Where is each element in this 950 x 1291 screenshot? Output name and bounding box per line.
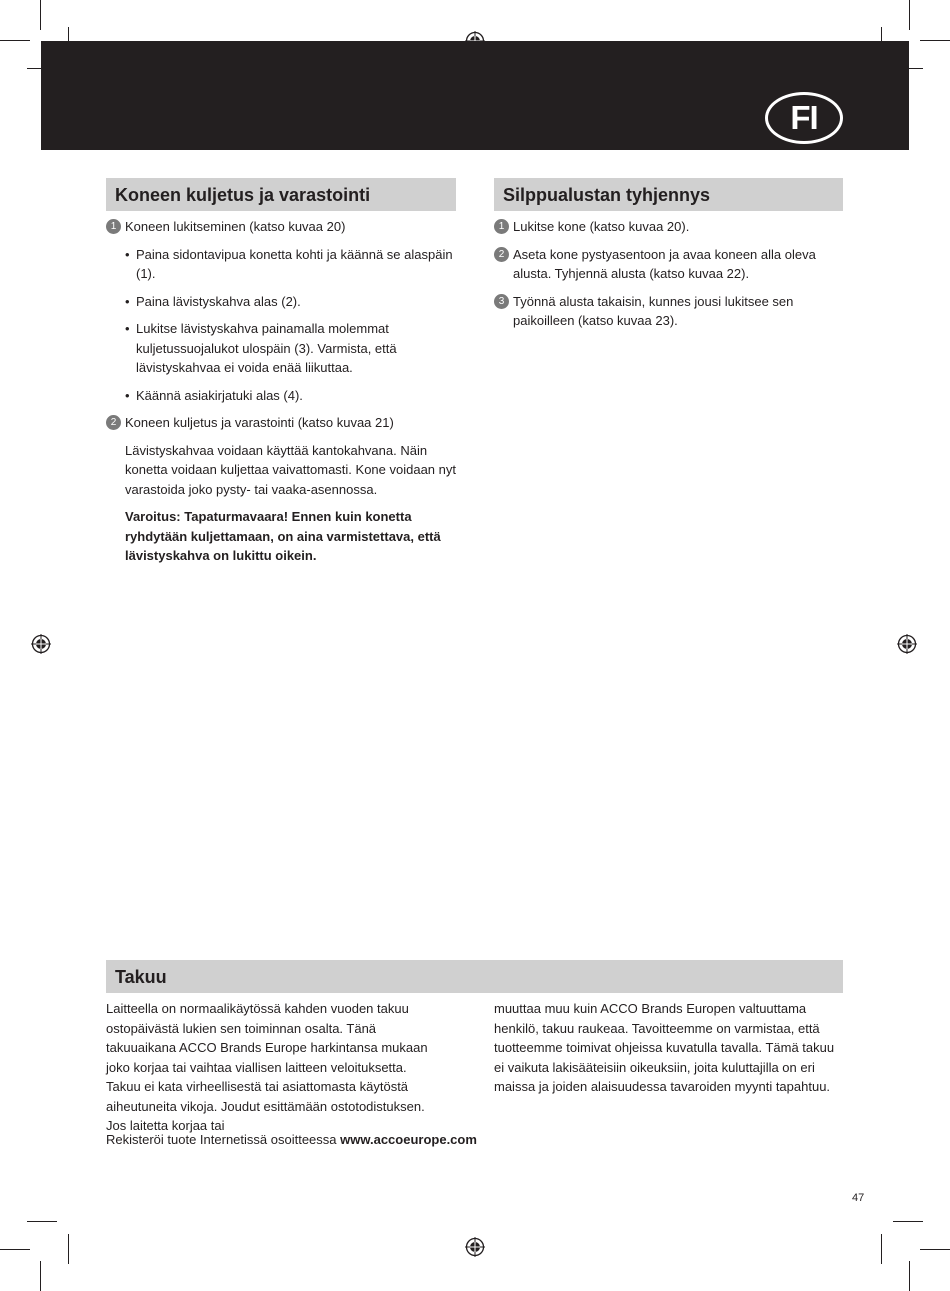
warranty-text-left: Laitteella on normaalikäytössä kahden vuoden takuu ostopäivästä lukien sen toiminnan osalta. Tänä takuuaikana ACCO Brands Europe harkintansa mukaan joko korjaa tai vaihtaa viallisen laitteen veloituksetta. Takuu ei kata virheellisestä tai asiattomasta käytöstä aiheutuneita vikoja. Joudut esittämään ostotodistuksen. Jos laitetta korjaa tai <box>106 1001 428 1133</box>
bullet-item <box>106 292 456 312</box>
step-item <box>106 217 456 237</box>
register-link[interactable]: www.accoeurope.com <box>340 1132 477 1147</box>
section-title-transport: Koneen kuljetus ja varastointi <box>106 178 456 211</box>
step-text: Koneen kuljetus ja varastointi (katso kuvaa 21) <box>125 415 394 430</box>
bullet-item <box>106 386 456 406</box>
crop-mark <box>909 0 910 30</box>
section-title-emptying: Silppualustan tyhjennys <box>494 178 843 211</box>
crop-mark <box>68 1234 69 1264</box>
crop-mark <box>920 1249 950 1250</box>
bullet-text: Paina lävistyskahva alas (2). <box>136 293 301 309</box>
page-number: 47 <box>852 1192 865 1204</box>
section-title-warranty: Takuu <box>106 960 843 993</box>
step-item <box>494 245 843 284</box>
bullet-text: Käännä asiakirjatuki alas (4). <box>136 387 303 403</box>
transport-column <box>106 217 456 574</box>
bullet-dot-icon: • <box>125 246 130 262</box>
crop-mark <box>0 1249 30 1250</box>
crop-mark <box>893 1221 923 1222</box>
step-number-badge: 2 <box>106 415 121 430</box>
crop-mark <box>0 40 30 41</box>
bullet-dot-icon: • <box>125 293 130 309</box>
step-item <box>494 217 843 237</box>
crop-mark <box>881 1234 882 1264</box>
step-text: Aseta kone pystyasentoon ja avaa koneen alla oleva alusta. Tyhjennä alusta (katso kuvaa 22). <box>513 246 816 281</box>
bullet-text: Lukitse lävistyskahva painamalla molemmat kuljetussuojalukot ulospäin (3). Varmista, että lävistyskahvaa ei voida enää liikuttaa. <box>136 321 397 375</box>
step-number-badge: 2 <box>494 247 509 262</box>
step-text: Koneen lukitseminen (katso kuvaa 20) <box>125 219 346 234</box>
crop-mark <box>27 1221 57 1222</box>
step-number-badge: 1 <box>494 219 509 234</box>
crop-mark <box>40 1261 41 1291</box>
register-line <box>106 1130 606 1150</box>
warning-text: Varoitus: Tapaturmavaara! Ennen kuin konetta ryhdytään kuljettamaan, on aina varmistettava, että lävistyskahva on lukittu oikein. <box>125 509 441 563</box>
bullet-text: Paina sidontavipua konetta kohti ja käännä se alaspäin (1). <box>136 246 453 281</box>
emptying-column <box>494 217 843 339</box>
crop-mark <box>909 1261 910 1291</box>
step-number-badge: 1 <box>106 219 121 234</box>
step-paragraph: Lävistyskahvaa voidaan käyttää kantokahvana. Näin konetta voidaan kuljettaa vaivattomasti. Kone voidaan nyt varastoida joko pysty- tai vaaka-asennossa. <box>125 442 456 497</box>
step-text: Työnnä alusta takaisin, kunnes jousi lukitsee sen paikoilleen (katso kuvaa 23). <box>513 293 794 328</box>
bullet-item <box>106 245 456 284</box>
bullet-dot-icon: • <box>125 321 130 336</box>
crop-mark <box>920 40 950 41</box>
warranty-text-right: muuttaa muu kuin ACCO Brands Europen valtuuttama henkilö, takuu raukeaa. Tavoitteemme on varmistaa, että tuotteemme toimivat ohjeissa kuvatulla tavalla. Tämä takuu ei vaikuta lakisääteisiin oikeuksiin, joita kuluttajilla on eri maissa ja joiden alaisuudessa tavaroiden myynti tapahtuu. <box>494 1001 835 1094</box>
bullet-item <box>106 319 456 378</box>
crop-mark <box>40 0 41 30</box>
registration-mark-icon <box>897 634 917 654</box>
language-badge: FI <box>765 92 843 144</box>
registration-mark-icon <box>465 1237 485 1257</box>
step-item <box>106 413 456 433</box>
step-number-badge: 3 <box>494 294 509 309</box>
registration-mark-icon <box>31 634 51 654</box>
step-item <box>494 292 843 331</box>
bullet-dot-icon: • <box>125 387 130 403</box>
register-text: Rekisteröi tuote Internetissä osoitteessa <box>106 1132 341 1147</box>
step-text: Lukitse kone (katso kuvaa 20). <box>513 219 690 234</box>
